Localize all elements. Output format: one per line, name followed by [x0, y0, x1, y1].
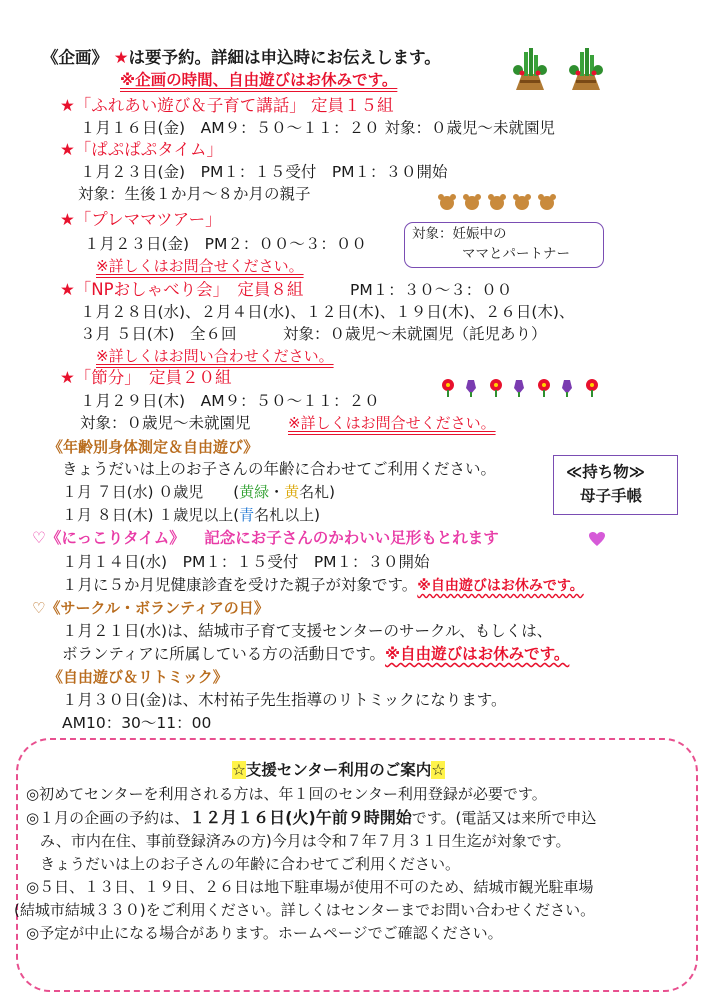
star-icon: ☆	[232, 761, 246, 779]
circle-text: ボランティアに所属している方の活動日です。	[62, 645, 386, 663]
kadomatsu-icon	[510, 46, 550, 94]
items-body: 母子手帳	[580, 487, 643, 505]
planning-header	[42, 48, 441, 68]
target-box-line: ママとパートナー	[462, 246, 570, 262]
tag-color-blue: 青	[239, 506, 255, 524]
event-detail: １月２３日(金) PM１：１５受付 PM１：３０開始	[80, 163, 448, 181]
planning-label: 《企画》	[42, 48, 108, 67]
items-title: ≪持ち物≫	[566, 463, 645, 481]
guide-line: ◎５日、１３日、１９日、２６日は地下駐車場が使用不可のため、結城市観光駐車場	[26, 878, 594, 896]
niko-target: １月に５か月児健康診査を受けた親子が対象です。	[62, 576, 418, 594]
flower-icon	[438, 376, 618, 398]
event-detail: １月２３日(金) PM２：００～３：００	[84, 235, 367, 253]
measure-row-sep: ・	[269, 483, 285, 501]
measure-row-text: １月 ７日(水) ０歳児 (	[62, 483, 240, 501]
niko-sub: 記念にお子さんのかわいい足形もとれます	[204, 529, 499, 547]
event-target: 対象：０歳児～未就園児	[80, 414, 251, 432]
event-note: ※詳しくはお問合せください。	[288, 414, 496, 432]
event-detail: １月１６日(金) AM９：５０～１１：２０ 対象：０歳児～未就園児	[80, 119, 555, 137]
star-icon: ★	[113, 48, 129, 67]
measure-row	[62, 505, 320, 525]
rhythm-time: AM10：30～11：00	[62, 714, 212, 732]
guide-line: み、市内在住、事前登録済みの方)今月は令和７年７月３１日生迄が対象です。	[40, 832, 571, 850]
guide-date: １２月１６日(火)午前９時開始	[189, 808, 412, 827]
heart-icon	[588, 531, 606, 547]
measure-row-text: １月 ８日(木) １歳児以上(	[62, 506, 240, 524]
event-title: ★「NPおしゃべり会」 定員８組	[60, 280, 304, 299]
section-title: 《年齢別身体測定＆自由遊び》	[48, 438, 259, 456]
event-detail: １月２９日(木) AM９：５０～１１：２０	[80, 392, 380, 410]
section-title: 《自由遊び＆リトミック》	[48, 668, 228, 686]
niko-detail: １月１４日(水) PM１：１５受付 PM１：３０開始	[62, 553, 430, 571]
tag-color-yellowgreen: 黄緑	[239, 483, 270, 501]
measure-row	[62, 482, 335, 502]
guide-title	[232, 760, 445, 780]
event-detail: ３月 ５日(木) 全６回 対象：０歳児～未就園児（託児あり）	[80, 325, 547, 343]
guide-line: ◎初めてセンターを利用される方は、年１回のセンター利用登録が必要です。	[26, 785, 547, 803]
event-title: ★「ふれあい遊び＆子育て講話」 定員１５組	[60, 96, 394, 115]
event-title: ★「ぱぷぱぷタイム」	[60, 140, 223, 159]
event-detail: １月２８日(水)、２月４日(水)、１２日(木)、１９日(木)、２６日(木)、	[80, 303, 575, 321]
circle-detail: １月２１日(水)は、結城市子育て支援センターのサークル、もしくは、	[62, 622, 553, 640]
target-box-line: 対象：妊娠中の	[412, 226, 507, 242]
guide-line: (結城市結城３３０)をご利用ください。詳しくはセンターまでお問い合わせください。	[14, 901, 596, 919]
event-note: ※詳しくはお問い合わせください。	[96, 347, 334, 365]
measure-note: きょうだいは上のお子さんの年齢に合わせてご利用ください。	[62, 460, 497, 478]
kadomatsu-icon	[566, 46, 606, 94]
guide-line: ◎予定が中止になる場合があります。ホームページでご確認ください。	[26, 924, 503, 942]
measure-row-text: 名札)	[299, 483, 335, 501]
guide-text: ◎１月の企画の予約は、	[26, 809, 190, 827]
star-icon: ☆	[431, 761, 446, 779]
tag-color-yellow: 黄	[284, 483, 300, 501]
guide-title-text: 支援センター利用のご案内	[245, 761, 432, 779]
circle-note: ※自由遊びはお休みです。	[385, 645, 570, 663]
planning-note: は要予約。詳細は申込時にお伝えします。	[128, 48, 441, 67]
section-title	[32, 528, 499, 548]
guide-line	[26, 808, 596, 828]
event-note: ※詳しくはお問合せください。	[96, 257, 304, 275]
guide-line: きょうだいは上のお子さんの年齢に合わせてご利用ください。	[40, 855, 461, 873]
circle-detail	[62, 644, 569, 664]
event-title: ★「プレママツアー」	[60, 210, 222, 229]
event-time: PM１：３０～３：００	[350, 281, 513, 299]
section-title: ♡《サークル・ボランティアの日》	[32, 599, 269, 617]
measure-row-text: 名札以上)	[254, 506, 320, 524]
rhythm-detail: １月３０日(金)は、木村祐子先生指導のリトミックになります。	[62, 691, 507, 709]
niko-detail	[62, 575, 584, 596]
event-title: ★「節分」 定員２０組	[60, 368, 232, 387]
niko-note: ※自由遊びはお休みです。	[417, 578, 584, 594]
bear-icon	[436, 192, 560, 214]
planning-warning: ※企画の時間、自由遊びはお休みです。	[120, 71, 398, 89]
niko-title: ♡《にっこりタイム》	[32, 529, 185, 547]
event-target: 対象：生後１か月～８か月の親子	[78, 185, 311, 203]
guide-text: です。(電話又は来所で申込	[411, 809, 597, 827]
